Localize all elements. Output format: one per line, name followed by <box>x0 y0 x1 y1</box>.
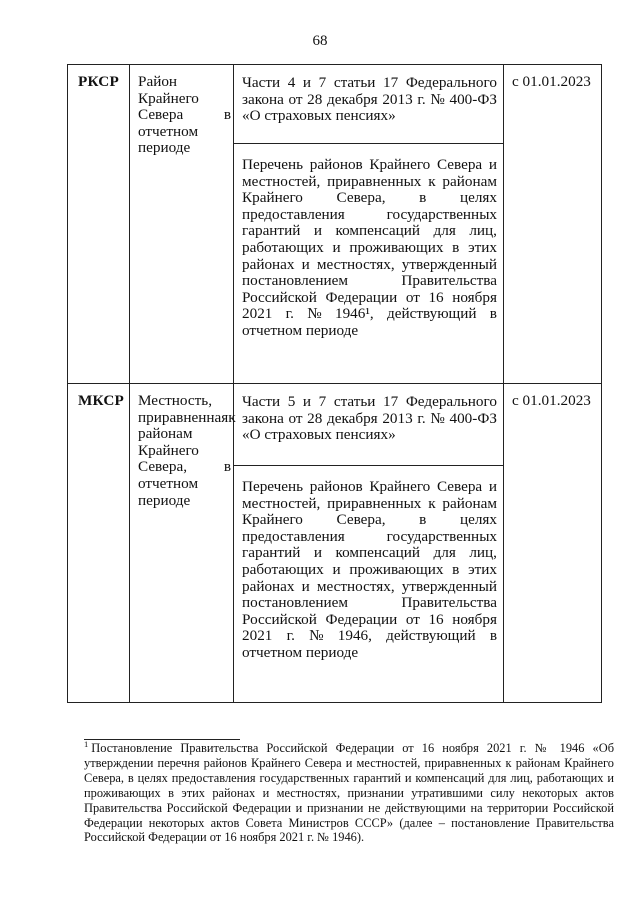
word: от <box>405 288 420 306</box>
word: в <box>452 238 460 256</box>
word: Севера, <box>336 511 386 529</box>
word: 2013 <box>382 409 413 427</box>
text-line <box>138 408 236 427</box>
word: приравненная <box>138 408 229 426</box>
word: Федерации <box>325 288 398 306</box>
word: 2021 <box>242 305 273 323</box>
text-line <box>138 140 231 157</box>
region-name <box>130 384 236 702</box>
word: декабря <box>327 409 378 427</box>
date-cell <box>504 65 602 384</box>
word: 7 <box>318 74 327 91</box>
word: закона <box>242 409 284 427</box>
code-cell <box>68 384 130 703</box>
word: Российской <box>242 288 317 306</box>
word: 1946¹, <box>334 305 374 323</box>
text-line <box>242 290 497 307</box>
region-code: МКСР <box>78 392 125 409</box>
word: в <box>452 560 460 578</box>
word: и <box>302 393 312 410</box>
word: работающих <box>242 238 324 256</box>
text-line <box>242 306 497 323</box>
word: местностях, <box>316 255 395 273</box>
word: и <box>313 222 322 240</box>
word: ноября <box>452 288 497 306</box>
word: постановлением <box>242 594 349 612</box>
word: и <box>301 577 310 595</box>
word: Перечень <box>242 478 304 495</box>
word: государственных <box>386 205 497 223</box>
text-line <box>242 394 497 411</box>
word: и <box>302 74 312 91</box>
word: отчетном периоде <box>242 643 359 661</box>
word: Правительства <box>401 272 497 290</box>
word: Части <box>242 393 281 410</box>
text-line <box>242 562 497 579</box>
code-cell <box>68 65 130 384</box>
word: для <box>433 544 456 562</box>
word: г. <box>286 627 295 645</box>
word: 28 <box>307 90 323 108</box>
page-number: 68 <box>312 33 328 49</box>
word: и <box>488 478 497 495</box>
word: отчетном <box>138 122 199 140</box>
word: № <box>430 409 445 427</box>
word: Федерального <box>405 74 497 91</box>
word: № <box>309 627 324 645</box>
word: 5 <box>287 393 296 410</box>
word: закона <box>242 90 284 108</box>
text-line <box>242 545 497 562</box>
word: «О страховых пенсиях» <box>242 426 396 444</box>
text-line <box>242 612 497 629</box>
word: 4 <box>287 74 296 91</box>
word: к <box>428 172 436 190</box>
word: 28 <box>307 409 323 427</box>
regions-table <box>67 64 602 703</box>
word: от <box>288 409 303 427</box>
word: г. <box>417 409 426 427</box>
word: 2013 <box>382 90 413 108</box>
text-line <box>242 157 497 174</box>
text-line <box>138 74 231 91</box>
word: действующий <box>386 305 477 323</box>
word: периоде <box>138 491 191 509</box>
footnote <box>84 738 614 845</box>
word: в <box>223 458 231 476</box>
word: Российской <box>242 610 317 628</box>
word: г. <box>285 305 294 323</box>
word: отчетном <box>138 474 199 492</box>
word: и <box>301 255 310 273</box>
word: Севера <box>436 478 483 495</box>
text-line <box>242 273 497 290</box>
word: в <box>419 189 427 207</box>
word: целях <box>459 189 497 207</box>
word: гарантий <box>242 222 301 240</box>
text-line <box>242 496 497 513</box>
text-line <box>242 92 497 109</box>
word: 7 <box>318 393 327 410</box>
word: приравненных <box>327 172 422 190</box>
word: г. <box>417 90 426 108</box>
effective-date: с 01.01.2023 <box>512 392 591 409</box>
legal-basis-law <box>234 65 503 144</box>
text-line <box>242 207 497 224</box>
word: проживающих <box>349 238 444 256</box>
name-cell <box>130 65 234 384</box>
text-line <box>242 240 497 257</box>
word: Севера <box>436 156 483 173</box>
word: районов <box>309 478 363 495</box>
word: этих <box>468 238 497 256</box>
word: предоставления <box>242 527 345 545</box>
word: № <box>430 90 445 108</box>
word: Правительства <box>401 594 497 612</box>
word: 16 <box>428 610 444 628</box>
date-cell <box>504 384 602 703</box>
text-line <box>242 190 497 207</box>
word: гарантий <box>242 544 301 562</box>
word: периоде <box>138 139 191 157</box>
text-line <box>242 323 497 340</box>
text-line <box>138 493 231 510</box>
word: и <box>488 156 497 173</box>
text-line <box>242 512 497 529</box>
region-code: РКСР <box>78 73 119 90</box>
effective-date: с 01.01.2023 <box>512 73 591 90</box>
word: № <box>307 305 322 323</box>
word: к <box>228 408 236 426</box>
basis-cell <box>234 65 504 384</box>
word: для <box>433 222 456 240</box>
word: Севера <box>138 106 184 124</box>
legal-basis-decree <box>234 466 503 692</box>
word: лиц, <box>469 544 497 562</box>
word: статьи <box>333 74 376 91</box>
text-line <box>138 476 231 493</box>
text-line <box>242 75 497 92</box>
word: статьи <box>333 393 376 410</box>
table-row <box>68 65 602 384</box>
word: в <box>489 305 497 323</box>
word: «О страховых пенсиях» <box>242 107 396 125</box>
text-line <box>138 393 231 410</box>
word: и <box>332 238 341 256</box>
word: Севера, <box>336 189 386 207</box>
word: постановлением <box>242 272 349 290</box>
word: действующий <box>386 627 476 645</box>
word: и <box>332 560 341 578</box>
region-name <box>130 65 233 383</box>
text-line <box>242 595 497 612</box>
word: декабря <box>327 90 378 108</box>
word: работающих <box>242 560 324 578</box>
word: районам <box>442 172 497 190</box>
word: районам <box>138 425 193 443</box>
word: 400-ФЗ <box>449 90 497 108</box>
text-line <box>242 108 497 125</box>
word: в <box>223 106 231 124</box>
text-line <box>242 174 497 191</box>
word: проживающих <box>349 560 444 578</box>
word: Местность, <box>138 392 213 409</box>
table-row <box>68 384 602 703</box>
word: районах <box>242 255 295 273</box>
legal-basis-law <box>234 384 503 466</box>
text-line <box>138 459 231 476</box>
word: 1946, <box>337 627 372 645</box>
word: приравненных <box>327 494 422 512</box>
text-line <box>138 91 231 108</box>
word: Части <box>242 74 281 91</box>
word: 16 <box>428 288 444 306</box>
text-line <box>242 223 497 240</box>
word: Федерального <box>405 393 497 410</box>
word: Федерации <box>325 610 398 628</box>
word: местностях, <box>316 577 395 595</box>
name-cell <box>130 384 234 703</box>
text-line <box>242 579 497 596</box>
word: районов <box>309 156 363 173</box>
text-line <box>242 411 497 428</box>
text-line <box>138 107 231 124</box>
word: 17 <box>383 74 399 91</box>
word: государственных <box>386 527 497 545</box>
footnote-mark: 1 <box>84 738 89 749</box>
text-line <box>242 479 497 496</box>
word: Крайнего <box>138 441 199 459</box>
word: утвержденный <box>401 577 497 595</box>
word: ноября <box>452 610 497 628</box>
word: этих <box>468 560 497 578</box>
word: Крайнего <box>138 89 199 107</box>
word: компенсаций <box>335 544 421 562</box>
word: Перечень <box>242 156 304 173</box>
word: целях <box>459 511 497 529</box>
word: 2021 <box>242 627 273 645</box>
footnote-text: Постановление Правительства Российской Федерации от 16 ноября 2021 г. № 1946 «Об утверждении перечня районов Крайнего Севера и местностей, приравненных к районам Крайнего Севера, в целях предоставления государственных гарантий и компенсаций для лиц, работающих и проживающих в этих районах и местностях, признании утратившими силу некоторых актов Правительства Российской Федерации и признании не действующими на территории Российской Федерации некоторых актов Совета Министров СССР» (далее – постановление Правительства Российской Федерации от 16 ноября 2021 г. № 1946). <box>84 741 614 845</box>
word: районам <box>442 494 497 512</box>
text-line <box>242 257 497 274</box>
word: Крайнего <box>369 478 431 495</box>
word: районах <box>242 577 295 595</box>
word: Район <box>138 73 178 90</box>
word: местностей, <box>242 494 321 512</box>
word: местностей, <box>242 172 321 190</box>
word: лиц, <box>469 222 497 240</box>
footnote-divider <box>84 739 240 740</box>
text-line <box>242 628 497 645</box>
word: в <box>419 511 427 529</box>
legal-basis-decree <box>234 144 503 383</box>
text-line <box>242 529 497 546</box>
word: от <box>288 90 303 108</box>
word: к <box>428 494 436 512</box>
text-line <box>138 443 231 460</box>
word: отчетном периоде <box>242 321 359 339</box>
text-line <box>138 426 231 443</box>
word: предоставления <box>242 205 345 223</box>
text-line <box>242 645 497 662</box>
basis-cell <box>234 384 504 703</box>
text-line <box>242 427 497 444</box>
word: утвержденный <box>401 255 497 273</box>
word: компенсаций <box>335 222 421 240</box>
word: и <box>313 544 322 562</box>
word: Севера, <box>138 458 188 476</box>
word: в <box>489 627 497 645</box>
word: от <box>405 610 420 628</box>
word: 17 <box>383 393 399 410</box>
word: Крайнего <box>242 511 303 529</box>
word: 400-ФЗ <box>449 409 497 427</box>
word: Крайнего <box>242 189 303 207</box>
word: Крайнего <box>369 156 431 173</box>
text-line <box>138 124 231 141</box>
